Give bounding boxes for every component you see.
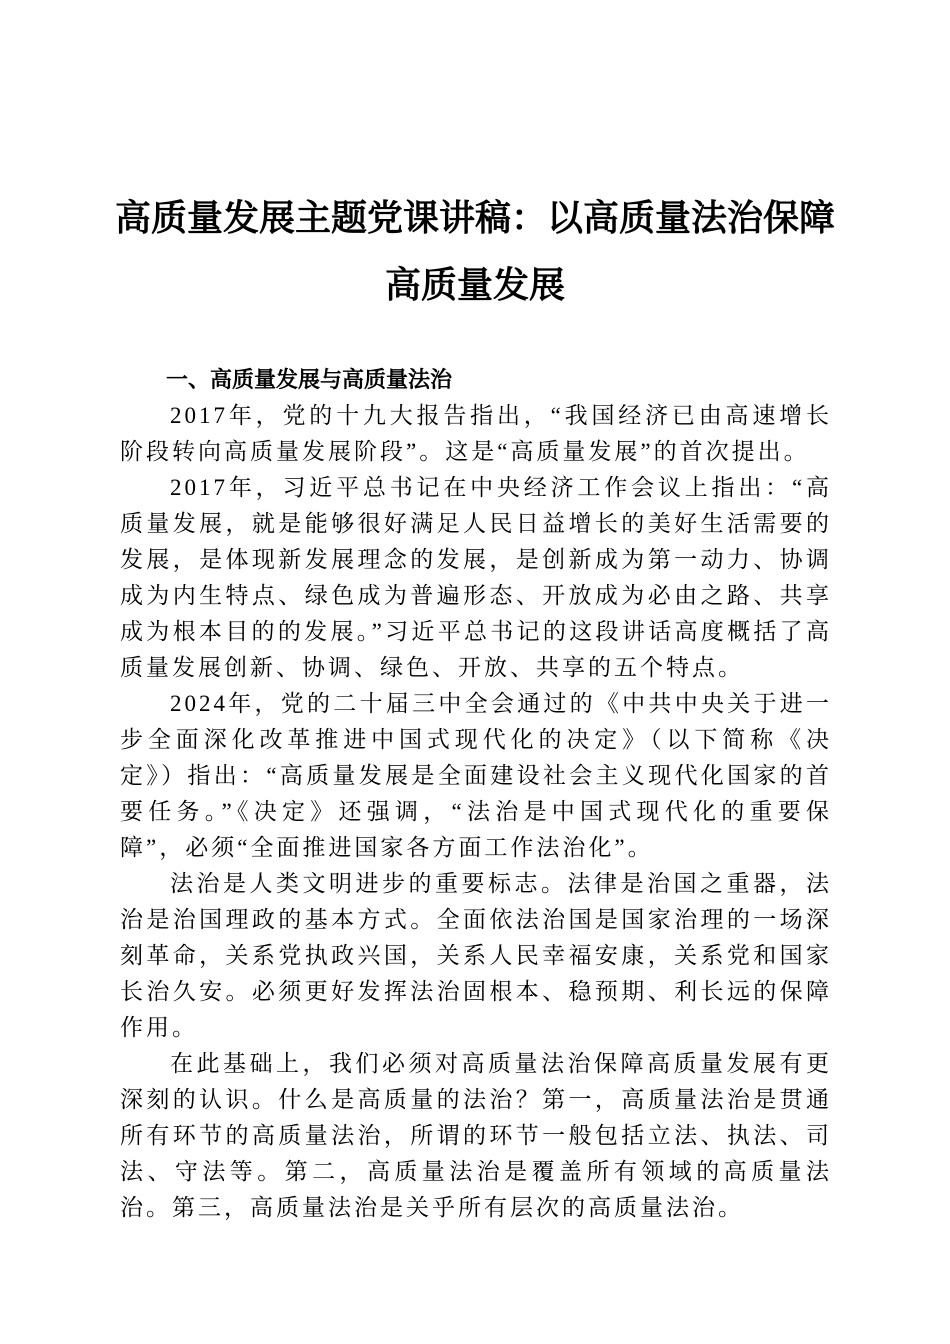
- paragraph: 2024年，党的二十届三中全会通过的《中共中央关于进一步全面深化改革推进中国式现代化的决定》（以下简称《决定》）指出：“高质量发展是全面建设社会主义现代化国家的首要任务。”《决定》还强调，“法治是中国式现代化的重要保障”，必须“全面推进国家各方面工作法治化”。: [120, 691, 832, 860]
- document-title-line-2: 高质量发展: [384, 264, 565, 306]
- document-title-line-1: 高质量发展主题党课讲稿：以高质量法治保障: [114, 197, 835, 239]
- document-body: [120, 362, 832, 1226]
- paragraph: 2017年，党的十九大报告指出，“我国经济已由高速增长阶段转向高质量发展阶段”。这是“高质量发展”的首次提出。: [120, 403, 832, 464]
- paragraph: 在此基础上，我们必须对高质量法治保障高质量发展有更深刻的认识。什么是高质量的法治？第一，高质量法治是贯通所有环节的高质量法治，所谓的环节一般包括立法、执法、司法、守法等。第二，高质量法治是覆盖所有领域的高质量法治。第三，高质量法治是关乎所有层次的高质量法治。: [120, 1051, 832, 1220]
- paragraph: 2017年，习近平总书记在中央经济工作会议上指出：“高质量发展，就是能够很好满足人民日益增长的美好生活需要的发展，是体现新发展理念的发展，是创新成为第一动力、协调成为内生特点、绿色成为普遍形态、开放成为必由之路、共享成为根本目的的发展。”习近平总书记的这段讲话高度概括了高质量发展创新、协调、绿色、开放、共享的五个特点。: [120, 475, 832, 680]
- paragraph: 法治是人类文明进步的重要标志。法律是治国之重器，法治是治国理政的基本方式。全面依法治国是国家治理的一场深刻革命，关系党执政兴国，关系人民幸福安康，关系党和国家长治久安。必须更好发挥法治固根本、稳预期、利长远的保障作用。: [120, 871, 832, 1040]
- section-heading: 一、高质量发展与高质量法治: [166, 367, 453, 392]
